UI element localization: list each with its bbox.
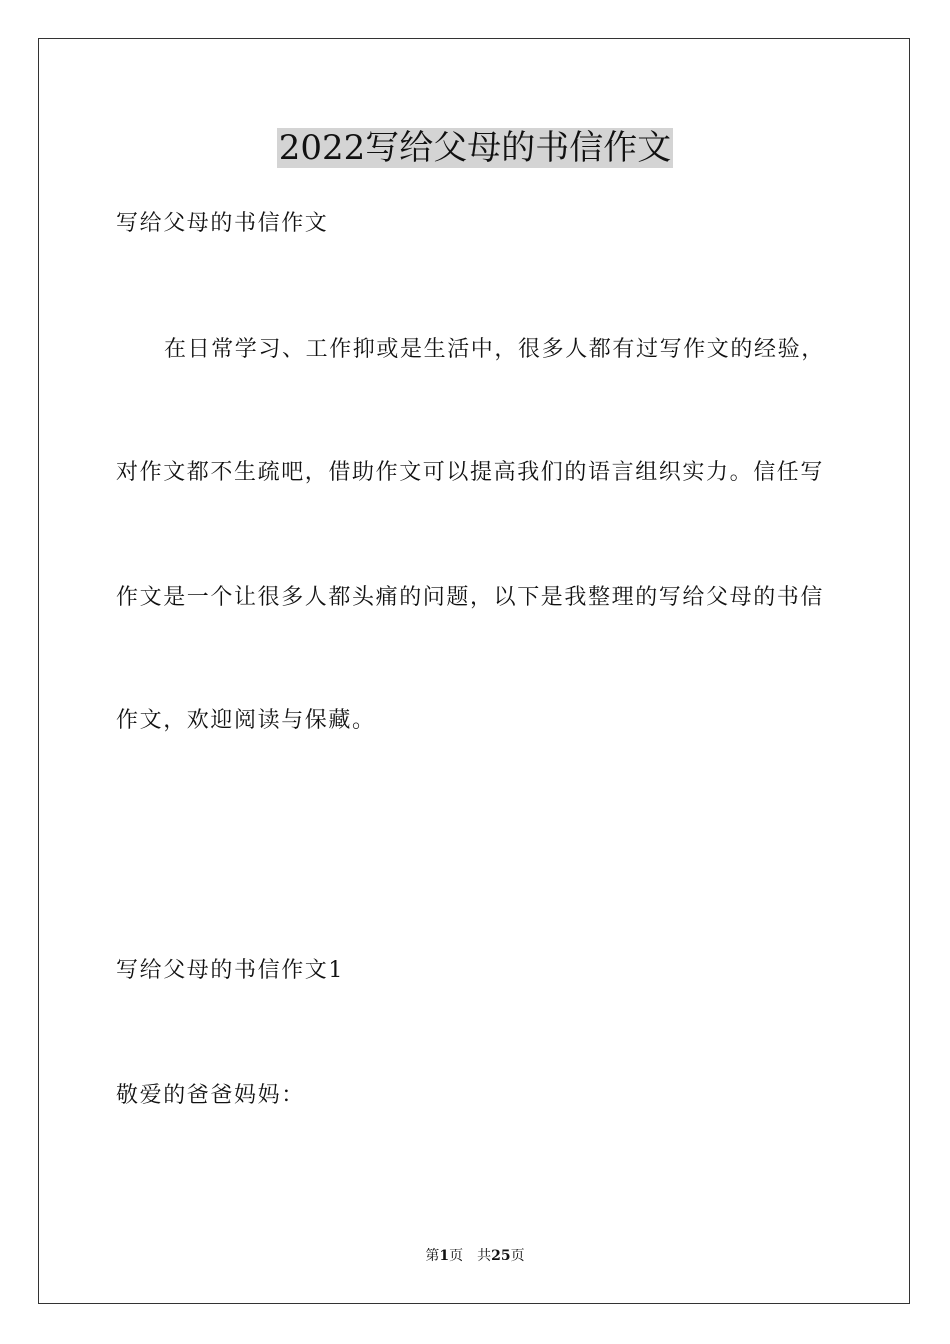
footer-total-unit: 页 [510, 1248, 525, 1264]
page-footer [0, 1246, 950, 1266]
intro-line-3: 作文是一个让很多人都头痛的问题，以下是我整理的写给父母的书信 [116, 585, 825, 610]
footer-page-current: 1 [439, 1248, 450, 1264]
section-heading: 写给父母的书信作文1 [116, 958, 344, 983]
intro-line-1: 在日常学习、工作抑或是生活中，很多人都有过写作文的经验， [164, 337, 825, 362]
document-subtitle: 写给父母的书信作文 [116, 211, 329, 236]
document-title [0, 124, 950, 172]
document-title-text: 2022写给父母的书信作文 [278, 128, 672, 168]
intro-line-4: 作文，欢迎阅读与保藏。 [116, 708, 376, 733]
letter-salutation: 敬爱的爸爸妈妈： [116, 1083, 305, 1108]
footer-page-total: 25 [491, 1248, 511, 1264]
footer-total-prefix: 共 [477, 1248, 492, 1264]
footer-page-unit: 页 [449, 1248, 464, 1264]
intro-line-2: 对作文都不生疏吧，借助作文可以提高我们的语言组织实力。信任写 [116, 460, 825, 485]
footer-page-prefix: 第 [425, 1248, 440, 1264]
